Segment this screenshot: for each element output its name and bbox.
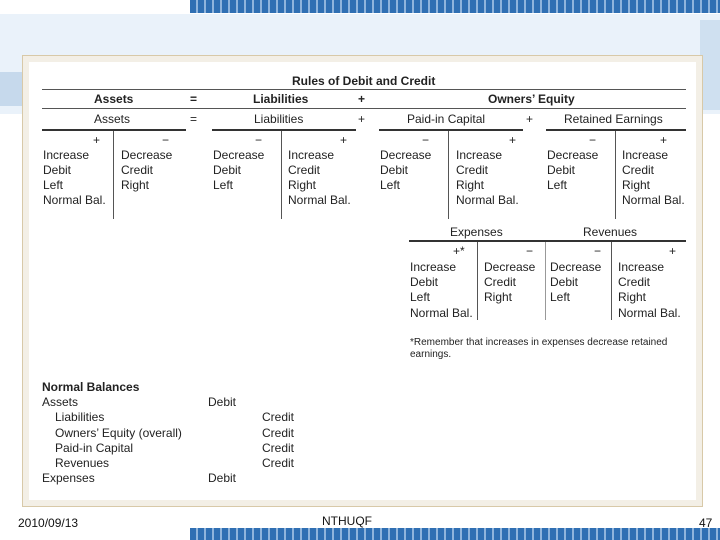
- paid-right-4: Normal Bal.: [456, 193, 519, 207]
- assets-right-3: Right: [121, 178, 150, 192]
- liab-t-divider: [281, 131, 282, 219]
- assets-left-1: Increase: [43, 148, 90, 162]
- revenues-title: Revenues: [583, 225, 638, 239]
- liab-left-sign: −: [255, 133, 263, 147]
- header-liabilities: Liabilities: [253, 92, 309, 106]
- expenses-right-1: Decrease: [484, 260, 536, 274]
- nb-debit-1: Debit: [208, 395, 237, 409]
- paid-left-2: Debit: [380, 163, 409, 177]
- paid-right-1: Increase: [456, 148, 503, 162]
- right-band: [700, 20, 720, 110]
- paid-t-divider: [448, 131, 449, 219]
- expenses-left-2: Debit: [410, 275, 439, 289]
- assets-left-4: Normal Bal.: [43, 193, 106, 207]
- paid-right-3: Right: [456, 178, 485, 192]
- ret-left-2: Debit: [547, 163, 576, 177]
- note-line-2: earnings.: [410, 349, 452, 360]
- header-equals: =: [190, 92, 198, 106]
- expenses-left-3: Left: [410, 290, 431, 304]
- nb-account-4: Paid-in Capital: [55, 441, 134, 455]
- ret-right-1: Increase: [622, 148, 669, 162]
- paid-right-sign: +: [509, 133, 517, 147]
- revenues-right-1: Increase: [618, 260, 665, 274]
- liab-right-2: Credit: [288, 163, 321, 177]
- liab-right-1: Increase: [288, 148, 335, 162]
- nb-credit-4: Credit: [262, 441, 295, 455]
- ret-t-bar: [546, 129, 686, 131]
- note-line-1: *Remember that increases in expenses decrease retained: [410, 337, 668, 348]
- ret-left-3: Left: [547, 178, 568, 192]
- sub-assets: Assets: [94, 112, 131, 126]
- footer-center: NTHUQF: [322, 514, 372, 528]
- header-plus: +: [358, 92, 366, 106]
- nb-account-5: Revenues: [55, 456, 110, 470]
- assets-left-2: Debit: [43, 163, 72, 177]
- paid-left-sign: −: [422, 133, 430, 147]
- revenues-right-sign: +: [669, 244, 677, 258]
- expenses-left-sign: +*: [453, 244, 465, 258]
- assets-left-sign: +: [93, 133, 101, 147]
- ret-right-sign: +: [660, 133, 668, 147]
- nb-account-2: Liabilities: [55, 410, 105, 424]
- assets-t-bar: [42, 129, 186, 131]
- paid-t-bar: [379, 129, 523, 131]
- sub-paid-in-capital: Paid-in Capital: [407, 112, 486, 126]
- nb-account-3: Owners’ Equity (overall): [55, 426, 182, 440]
- expenses-right-2: Credit: [484, 275, 517, 289]
- nb-credit-3: Credit: [262, 426, 295, 440]
- header-owners-equity: Owners’ Equity: [488, 92, 575, 106]
- nb-account-6: Expenses: [42, 471, 95, 485]
- revenues-right-2: Credit: [618, 275, 651, 289]
- rule-top: [42, 89, 686, 90]
- nb-debit-6: Debit: [208, 471, 237, 485]
- expenses-t-divider: [477, 242, 478, 320]
- exp-rev-t-bar: [409, 240, 686, 242]
- bottom-stripe: [190, 528, 720, 540]
- assets-right-sign: −: [162, 133, 170, 147]
- nb-account-1: Assets: [42, 395, 79, 409]
- expenses-right-3: Right: [484, 290, 513, 304]
- sub-retained-earnings: Retained Earnings: [564, 112, 663, 126]
- ret-left-sign: −: [589, 133, 597, 147]
- revenues-left-1: Decrease: [550, 260, 602, 274]
- revenues-left-3: Left: [550, 290, 571, 304]
- ret-right-3: Right: [622, 178, 651, 192]
- nb-credit-2: Credit: [262, 410, 295, 424]
- liab-t-bar: [212, 129, 356, 131]
- normal-balances-heading: Normal Balances: [42, 380, 140, 394]
- liab-right-4: Normal Bal.: [288, 193, 351, 207]
- header-assets: Assets: [94, 92, 134, 106]
- paid-right-2: Credit: [456, 163, 489, 177]
- ret-right-2: Credit: [622, 163, 655, 177]
- sub-plus-1: +: [358, 112, 366, 126]
- nb-credit-5: Credit: [262, 456, 295, 470]
- liab-left-2: Debit: [213, 163, 242, 177]
- assets-t-divider: [113, 131, 114, 219]
- ret-left-1: Decrease: [547, 148, 599, 162]
- sub-equals: =: [190, 112, 198, 126]
- expenses-right-sign: −: [526, 244, 534, 258]
- revenues-right-4: Normal Bal.: [618, 306, 681, 320]
- liab-right-3: Right: [288, 178, 317, 192]
- revenues-left-sign: −: [594, 244, 602, 258]
- expenses-left-4: Normal Bal.: [410, 306, 473, 320]
- footer-page-number: 47: [699, 516, 713, 530]
- expenses-left-1: Increase: [410, 260, 457, 274]
- paid-left-3: Left: [380, 178, 401, 192]
- ret-right-4: Normal Bal.: [622, 193, 685, 207]
- liab-right-sign: +: [340, 133, 348, 147]
- assets-left-3: Left: [43, 178, 64, 192]
- assets-right-2: Credit: [121, 163, 154, 177]
- revenues-left-2: Debit: [550, 275, 579, 289]
- liab-left-3: Left: [213, 178, 234, 192]
- top-stripe: [190, 0, 720, 13]
- figure-title: Rules of Debit and Credit: [292, 74, 436, 88]
- sub-liabilities: Liabilities: [254, 112, 304, 126]
- rule-header: [42, 108, 686, 109]
- liab-left-1: Decrease: [213, 148, 265, 162]
- expenses-title: Expenses: [450, 225, 503, 239]
- ret-t-divider: [615, 131, 616, 219]
- paid-left-1: Decrease: [380, 148, 432, 162]
- sub-plus-2: +: [526, 112, 534, 126]
- footer-date: 2010/09/13: [18, 516, 79, 530]
- revenues-right-3: Right: [618, 290, 647, 304]
- assets-right-1: Decrease: [121, 148, 173, 162]
- revenues-t-divider: [611, 242, 612, 320]
- exp-rev-separator: [545, 242, 546, 320]
